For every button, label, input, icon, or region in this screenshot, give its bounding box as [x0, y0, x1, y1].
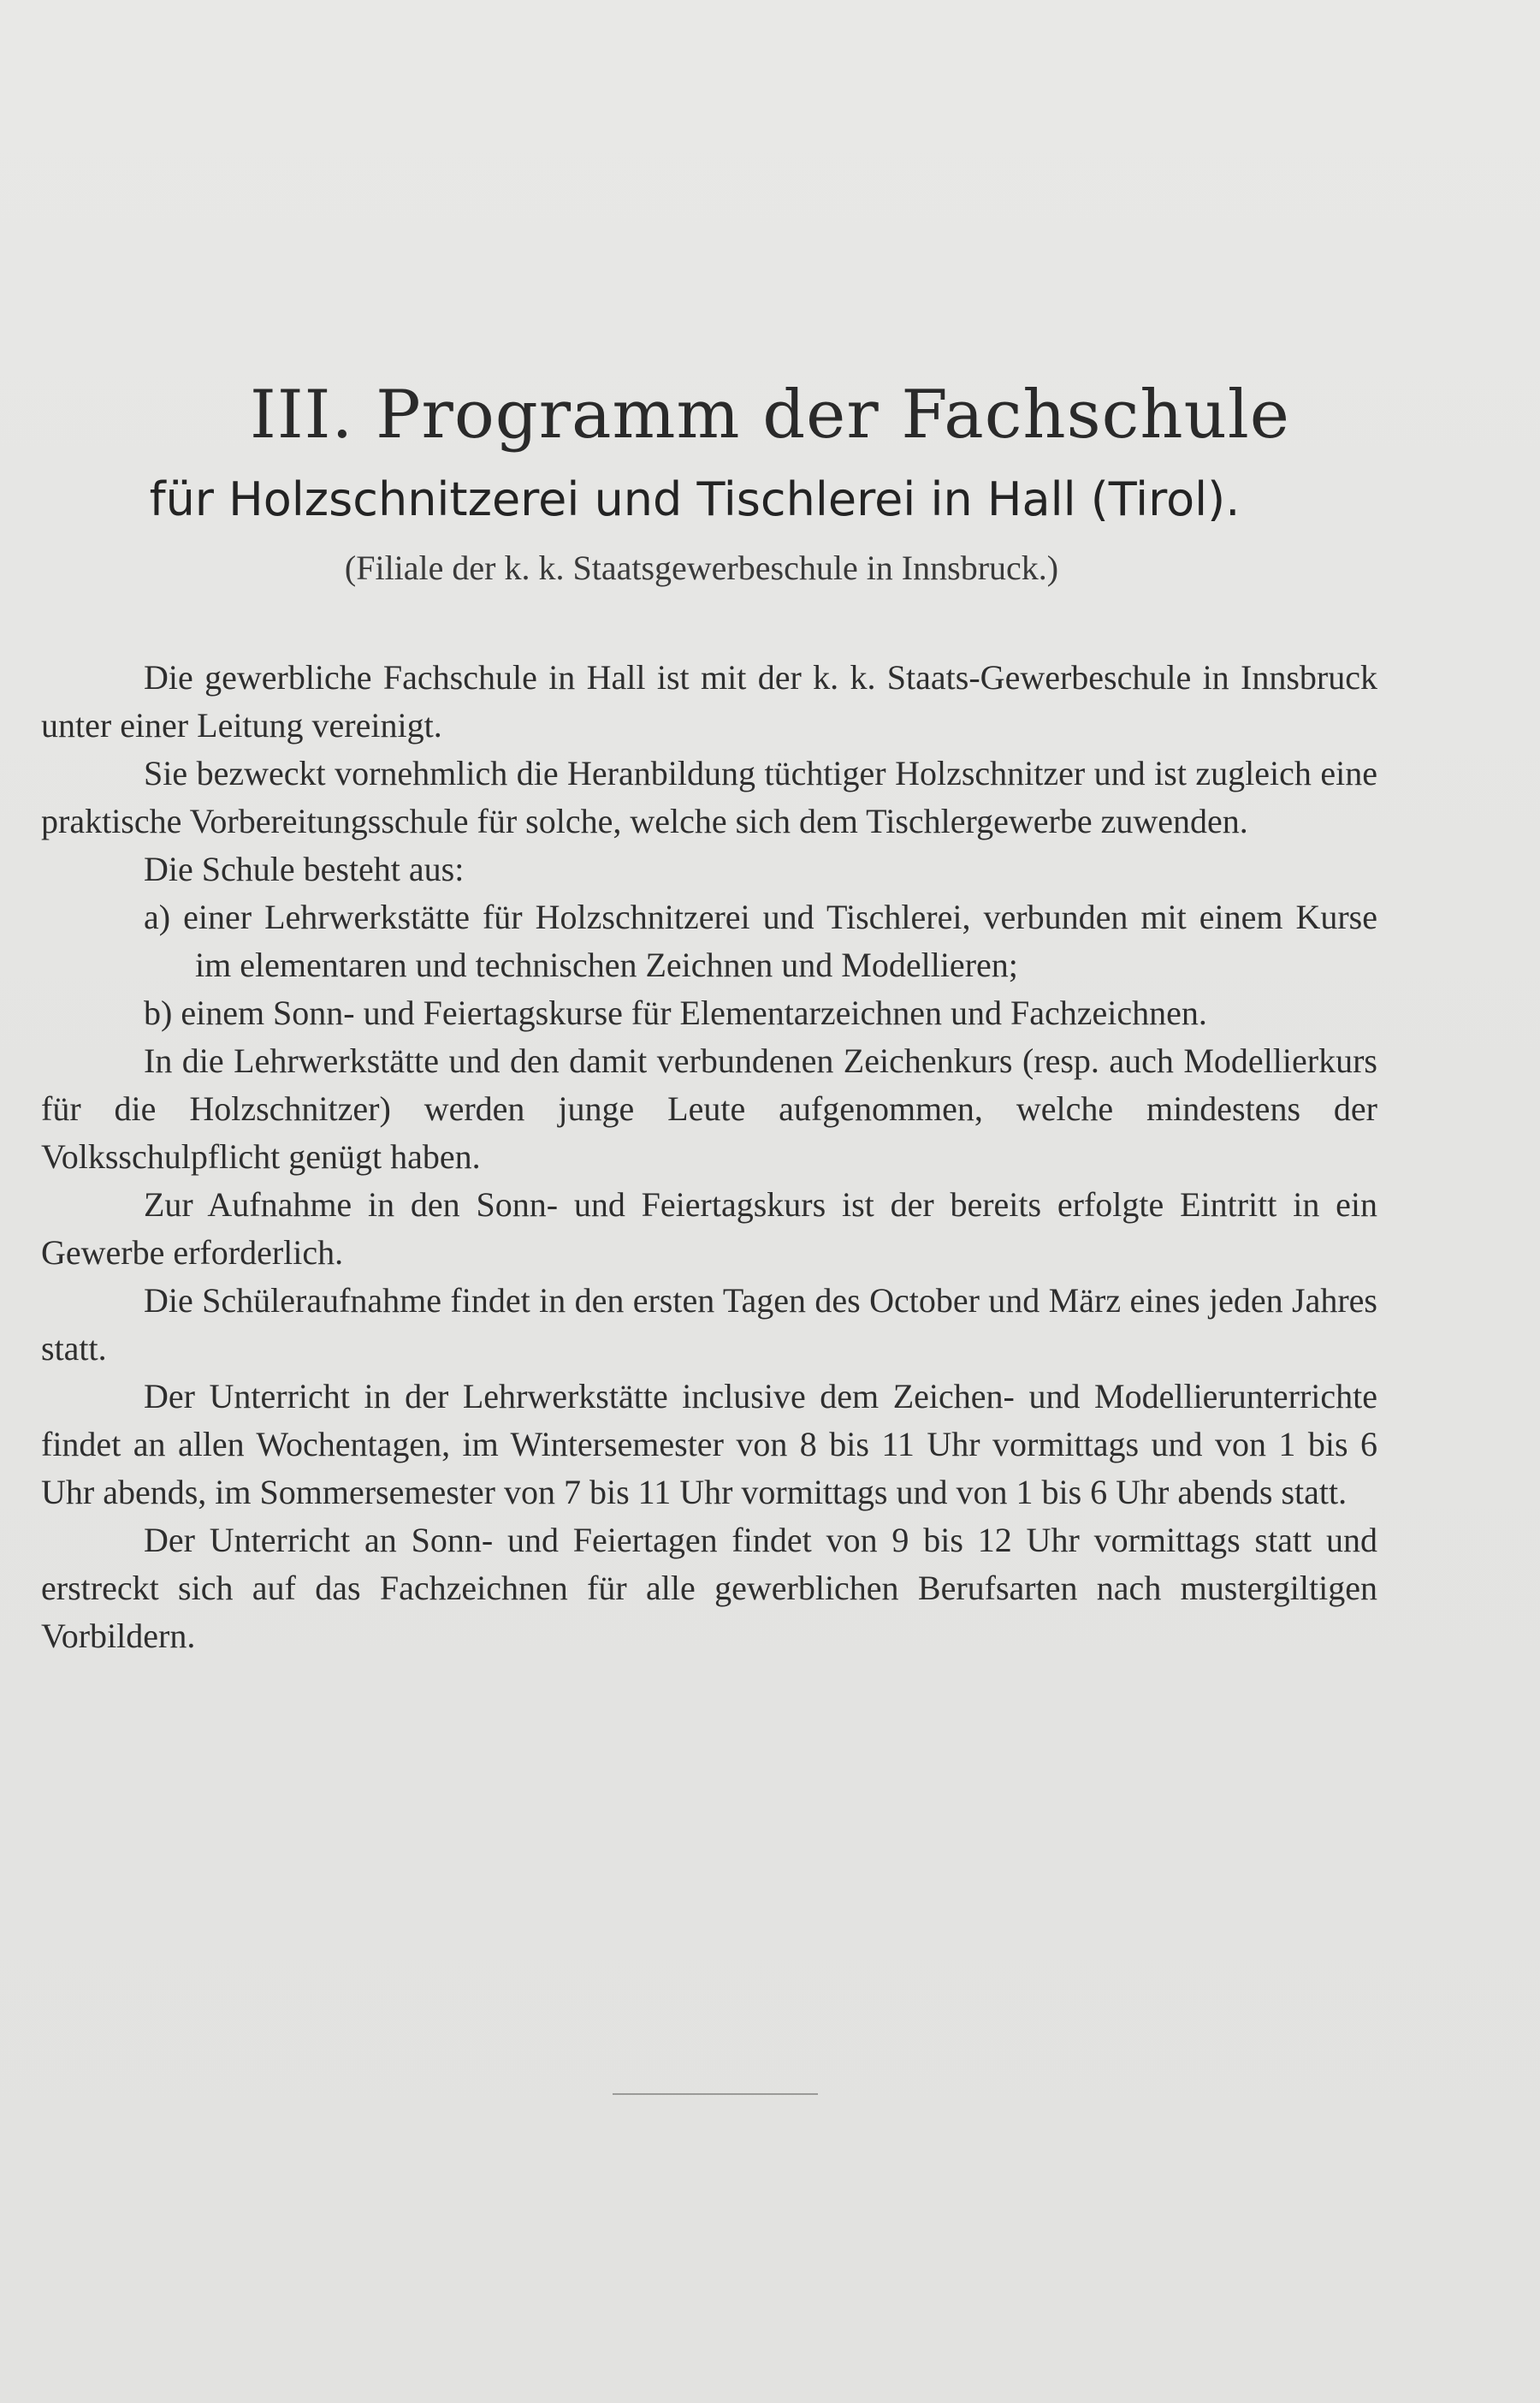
body-text	[41, 654, 1377, 1660]
paragraph: Der Unterricht an Sonn- und Feiertagen findet von 9 bis 12 Uhr vormittags statt und erstreckt sich auf das Fachzeichnen für alle gewerblichen Berufsarten nach mustergiltigen Vorbildern.	[41, 1521, 1377, 1655]
paragraph: Zur Aufnahme in den Sonn- und Feiertagskurs ist der bereits erfolgte Eintritt in ein Gewerbe erforderlich.	[41, 1185, 1377, 1272]
page-note: (Filiale der k. k. Staatsgewerbeschule in Innsbruck.)	[344, 549, 1059, 587]
divider	[613, 2093, 818, 2095]
paragraph: Der Unterricht in der Lehrwerkstätte inclusive dem Zeichen- und Modellierunterrichte findet an allen Wochentagen, im Wintersemester von 8 bis 11 Uhr vormittags und von 1 bis 6 Uhr abends, im Sommersemester von 7 bis 11 Uhr vormittags und von 1 bis 6 Uhr abends statt.	[41, 1377, 1377, 1511]
list-item: b) einem Sonn- und Feiertagskurse für Elementarzeichnen und Fachzeichnen.	[144, 994, 1207, 1032]
page-title: III. Programm der Fachschule	[250, 377, 1290, 454]
list-item: a) einer Lehrwerkstätte für Holzschnitzerei und Tischlerei, verbunden mit einem Kurse im elementaren und technischen Zeichnen und Modellieren;	[144, 898, 1377, 984]
paragraph: Sie bezweckt vornehmlich die Heranbildung tüchtiger Holzschnitzer und ist zugleich eine praktische Vorbereitungsschule für solche, welche sich dem Tischlergewerbe zuwenden.	[41, 754, 1377, 840]
paragraph: Die Schüleraufnahme findet in den ersten Tagen des October und März eines jeden Jahres statt.	[41, 1281, 1377, 1368]
paragraph: Die gewerbliche Fachschule in Hall ist mit der k. k. Staats-Gewerbeschule in Innsbruck unter einer Leitung vereinigt.	[41, 658, 1377, 745]
paragraph: Die Schule besteht aus:	[144, 850, 465, 888]
paragraph: In die Lehrwerkstätte und den damit verbundenen Zeichenkurs (resp. auch Modellierkurs für die Holzschnitzer) werden junge Leute aufgenommen, welche mindestens der Volksschulpflicht genügt haben.	[41, 1041, 1377, 1176]
page-subtitle: für Holzschnitzerei und Tischlerei in Hall (Tirol).	[149, 472, 1241, 526]
